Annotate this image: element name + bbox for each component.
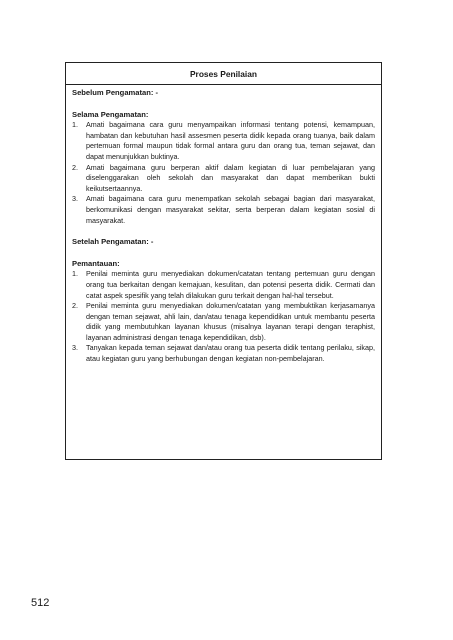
during-observation-heading: Selama Pengamatan: [72, 109, 149, 119]
item-number: 1. [72, 269, 78, 279]
list-item [72, 269, 375, 301]
item-number: 3. [72, 194, 78, 204]
item-text: Penilai meminta guru menyediakan dokumen/catatan tentang pertemuan guru dengan orang tua berkaitan dengan kemajuan, kesulitan, dan potensi peserta didik. Cermati dan catat aspek spesifik yang telah dilakukan guru terkait dengan hal-hal tersebut. [86, 269, 375, 300]
list-item [72, 343, 375, 364]
list-item [72, 163, 375, 195]
list-item [72, 194, 375, 226]
item-number: 3. [72, 343, 78, 353]
item-text: Amati bagaimana cara guru menyampaikan informasi tentang potensi, kemampuan, hambatan dan kebutuhan hasil assesmen peserta didik kepada orang tuanya, baik dalam pertemuan formal maupun tidak formal antara guru dan orang tua, teman sejawat, dan dapat menunjukkan buktinya. [86, 120, 375, 161]
item-text: Amati bagaimana cara guru menempatkan sekolah sebagai bagian dari masyarakat, berkomunikasi dengan masyarakat sekitar, serta berperan dalam kegiatan sosial di masyarakat. [86, 194, 375, 225]
after-observation-heading: Setelah Pengamatan: - [72, 237, 154, 247]
item-text: Penilai meminta guru menyediakan dokumen/catatan yang membuktikan kerjasamanya dengan teman sejawat, ahli lain, dan/atau tenaga kependidikan untuk membantu peserta didik yang membutuhkan layanan khusus (misalnya layanan terapi dengan teraphist, layanan administrasi dengan tenaga kependidikan, dsb). [86, 301, 375, 342]
list-item [72, 301, 375, 343]
box-content [66, 85, 381, 365]
during-observation-list [72, 120, 375, 226]
page-number: 512 [31, 597, 50, 609]
item-text: Tanyakan kepada teman sejawat dan/atau orang tua peserta didik tentang perilaku, sikap, atau kegiatan guru yang berhubungan dengan kegiatan non-pembelajaran. [86, 343, 375, 364]
item-number: 2. [72, 301, 78, 311]
monitoring-heading: Pemantauan: [72, 258, 120, 268]
item-number: 2. [72, 162, 78, 172]
list-item [72, 120, 375, 162]
monitoring-list [72, 269, 375, 364]
before-observation-heading: Sebelum Pengamatan: - [72, 88, 159, 97]
item-text: Amati bagaimana guru berperan aktif dalam kegiatan di luar pembelajaran yang diselenggarakan oleh sekolah dan masyarakat dan dapat memberikan bukti keikutsertaannya. [86, 162, 375, 193]
box-title: Proses Penilaian [66, 63, 381, 85]
assessment-process-box [65, 62, 382, 460]
item-number: 1. [72, 120, 78, 130]
